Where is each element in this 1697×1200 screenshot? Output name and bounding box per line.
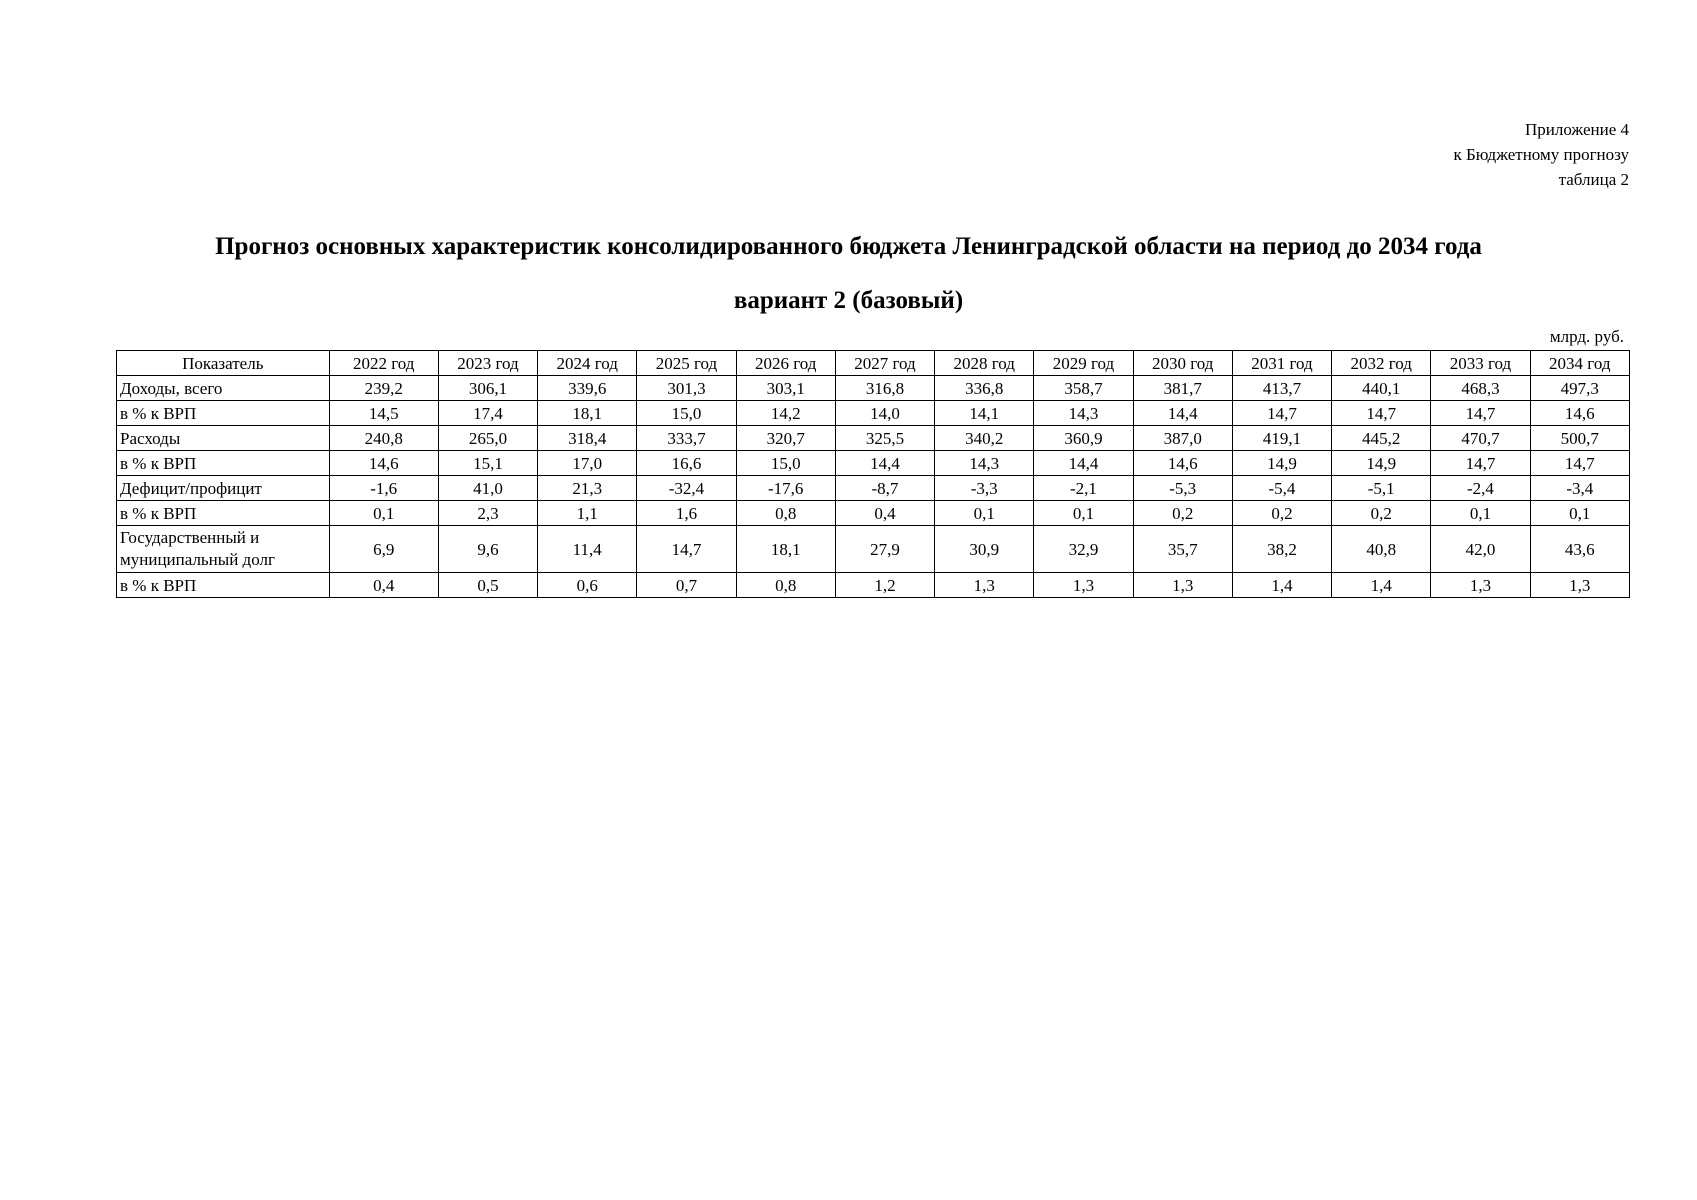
table-cell: 316,8: [835, 376, 934, 401]
table-cell: 0,1: [1034, 501, 1133, 526]
table-cell: 14,3: [1034, 401, 1133, 426]
document-title: Прогноз основных характеристик консолидированного бюджета Ленинградской области на период до 2034 года: [215, 233, 1482, 260]
table-cell: 445,2: [1332, 426, 1431, 451]
table-cell: 336,8: [935, 376, 1034, 401]
table-row: [117, 573, 1630, 598]
table-cell: 15,1: [438, 451, 537, 476]
row-label: в % к ВРП: [117, 451, 330, 476]
table-cell: 0,1: [1530, 501, 1629, 526]
table-cell: 40,8: [1332, 526, 1431, 573]
table-cell: 16,6: [637, 451, 736, 476]
document-subtitle: вариант 2 (базовый): [733, 287, 964, 314]
table-cell: 14,7: [1431, 451, 1530, 476]
table-cell: 240,8: [329, 426, 438, 451]
table-cell: -3,3: [935, 476, 1034, 501]
column-header-indicator: Показатель: [117, 351, 330, 376]
table-cell: 18,1: [736, 526, 835, 573]
table-cell: -32,4: [637, 476, 736, 501]
table-cell: 0,1: [329, 501, 438, 526]
table-cell: -2,4: [1431, 476, 1530, 501]
table-cell: 21,3: [538, 476, 637, 501]
table-row: [117, 501, 1630, 526]
column-header-year: 2025 год: [637, 351, 736, 376]
table-cell: 32,9: [1034, 526, 1133, 573]
table-cell: 318,4: [538, 426, 637, 451]
table-cell: 381,7: [1133, 376, 1232, 401]
column-header-year: 2033 год: [1431, 351, 1530, 376]
table-cell: 387,0: [1133, 426, 1232, 451]
table-cell: 0,2: [1332, 501, 1431, 526]
appendix-line: Приложение 4: [1525, 120, 1629, 139]
appendix-line: к Бюджетному прогнозу: [1453, 145, 1629, 164]
table-cell: 0,8: [736, 573, 835, 598]
table-cell: 1,3: [1034, 573, 1133, 598]
table-cell: 0,4: [329, 573, 438, 598]
table-cell: 14,4: [1034, 451, 1133, 476]
table-cell: 413,7: [1232, 376, 1331, 401]
table-cell: 320,7: [736, 426, 835, 451]
table-row: [117, 526, 1630, 573]
table-cell: -5,4: [1232, 476, 1331, 501]
table-cell: 35,7: [1133, 526, 1232, 573]
units-label: млрд. руб.: [1549, 327, 1624, 346]
column-header-year: 2029 год: [1034, 351, 1133, 376]
table-cell: 2,3: [438, 501, 537, 526]
table-cell: 14,7: [1332, 401, 1431, 426]
table-cell: 0,8: [736, 501, 835, 526]
table-cell: 1,4: [1332, 573, 1431, 598]
table-cell: 0,5: [438, 573, 537, 598]
table-cell: 1,3: [1133, 573, 1232, 598]
table-cell: 6,9: [329, 526, 438, 573]
table-cell: 17,0: [538, 451, 637, 476]
table-body: [117, 376, 1630, 598]
table-cell: 14,6: [329, 451, 438, 476]
table-cell: -2,1: [1034, 476, 1133, 501]
table-cell: -3,4: [1530, 476, 1629, 501]
table-cell: -5,3: [1133, 476, 1232, 501]
table-cell: 497,3: [1530, 376, 1629, 401]
table-cell: 14,9: [1232, 451, 1331, 476]
budget-forecast-table: [116, 350, 1630, 598]
table-cell: 14,0: [835, 401, 934, 426]
table-row: [117, 451, 1630, 476]
table-cell: 239,2: [329, 376, 438, 401]
table-cell: 38,2: [1232, 526, 1331, 573]
table-cell: 360,9: [1034, 426, 1133, 451]
table-cell: 303,1: [736, 376, 835, 401]
table-cell: 15,0: [637, 401, 736, 426]
table-cell: 43,6: [1530, 526, 1629, 573]
table-cell: 14,9: [1332, 451, 1431, 476]
table-cell: 17,4: [438, 401, 537, 426]
table-row: [117, 476, 1630, 501]
column-header-year: 2034 год: [1530, 351, 1629, 376]
table-cell: 14,7: [637, 526, 736, 573]
column-header-year: 2024 год: [538, 351, 637, 376]
table-cell: 1,1: [538, 501, 637, 526]
table-cell: 301,3: [637, 376, 736, 401]
table-cell: 0,1: [935, 501, 1034, 526]
column-header-year: 2028 год: [935, 351, 1034, 376]
table-cell: 15,0: [736, 451, 835, 476]
column-header-year: 2023 год: [438, 351, 537, 376]
table-cell: 27,9: [835, 526, 934, 573]
table-cell: 358,7: [1034, 376, 1133, 401]
table-cell: 468,3: [1431, 376, 1530, 401]
table-cell: 500,7: [1530, 426, 1629, 451]
table-cell: 42,0: [1431, 526, 1530, 573]
table-cell: 0,1: [1431, 501, 1530, 526]
table-cell: 14,3: [935, 451, 1034, 476]
table-cell: 1,3: [1530, 573, 1629, 598]
table-cell: 1,2: [835, 573, 934, 598]
table-cell: 0,6: [538, 573, 637, 598]
column-header-year: 2030 год: [1133, 351, 1232, 376]
table-row: [117, 376, 1630, 401]
row-label: в % к ВРП: [117, 501, 330, 526]
table-cell: 14,7: [1431, 401, 1530, 426]
table-cell: 0,7: [637, 573, 736, 598]
table-cell: 14,4: [835, 451, 934, 476]
table-header-row: [117, 351, 1630, 376]
table-cell: 14,4: [1133, 401, 1232, 426]
table-cell: 1,3: [935, 573, 1034, 598]
table-cell: -1,6: [329, 476, 438, 501]
table-cell: 41,0: [438, 476, 537, 501]
table-cell: 1,4: [1232, 573, 1331, 598]
table-cell: 1,3: [1431, 573, 1530, 598]
table-cell: 14,2: [736, 401, 835, 426]
row-label: Расходы: [117, 426, 330, 451]
table-cell: 470,7: [1431, 426, 1530, 451]
table-cell: 0,4: [835, 501, 934, 526]
table-cell: 9,6: [438, 526, 537, 573]
table-cell: 11,4: [538, 526, 637, 573]
table-cell: -5,1: [1332, 476, 1431, 501]
table-cell: 14,7: [1530, 451, 1629, 476]
table-row: [117, 401, 1630, 426]
table-cell: 339,6: [538, 376, 637, 401]
table-cell: 340,2: [935, 426, 1034, 451]
table-cell: 333,7: [637, 426, 736, 451]
table-cell: 1,6: [637, 501, 736, 526]
column-header-year: 2022 год: [329, 351, 438, 376]
table-row: [117, 426, 1630, 451]
table-cell: 0,2: [1133, 501, 1232, 526]
row-label: в % к ВРП: [117, 401, 330, 426]
table-cell: 440,1: [1332, 376, 1431, 401]
table-cell: 14,5: [329, 401, 438, 426]
table-cell: 18,1: [538, 401, 637, 426]
table-cell: 14,1: [935, 401, 1034, 426]
table-cell: 14,7: [1232, 401, 1331, 426]
appendix-note: [1453, 117, 1629, 192]
column-header-year: 2026 год: [736, 351, 835, 376]
table-cell: 14,6: [1530, 401, 1629, 426]
table-cell: -17,6: [736, 476, 835, 501]
table-cell: 14,6: [1133, 451, 1232, 476]
table-cell: 30,9: [935, 526, 1034, 573]
table-cell: 419,1: [1232, 426, 1331, 451]
row-label: в % к ВРП: [117, 573, 330, 598]
table-cell: 265,0: [438, 426, 537, 451]
appendix-line: таблица 2: [1558, 170, 1629, 189]
table-cell: 325,5: [835, 426, 934, 451]
table-cell: 306,1: [438, 376, 537, 401]
row-label: Доходы, всего: [117, 376, 330, 401]
row-label: Государственный и муниципальный долг: [117, 526, 330, 573]
table-cell: 0,2: [1232, 501, 1331, 526]
column-header-year: 2031 год: [1232, 351, 1331, 376]
column-header-year: 2032 год: [1332, 351, 1431, 376]
table-cell: -8,7: [835, 476, 934, 501]
column-header-year: 2027 год: [835, 351, 934, 376]
row-label: Дефицит/профицит: [117, 476, 330, 501]
